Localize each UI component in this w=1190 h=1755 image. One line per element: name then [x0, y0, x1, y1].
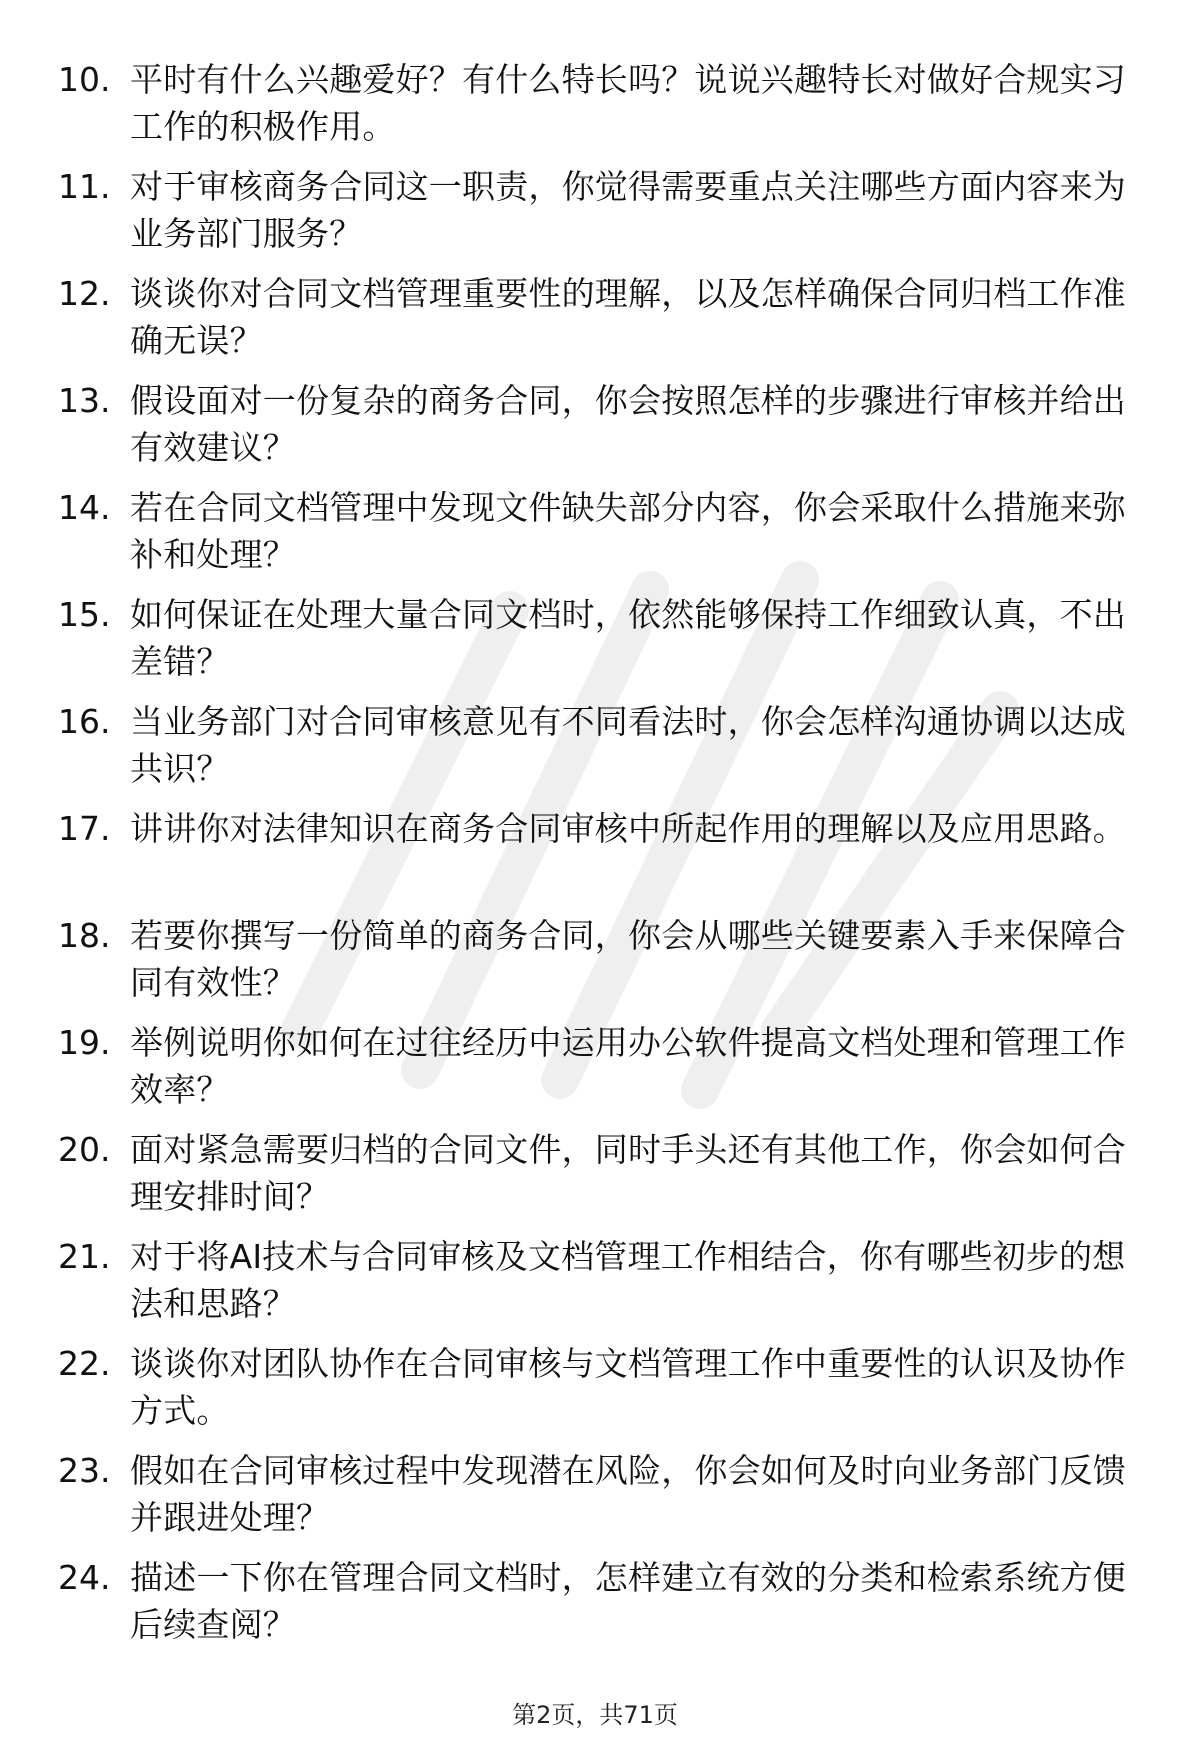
question-text: 举例说明你如何在过往经历中运用办公软件提高文档处理和管理工作效率？ — [130, 1023, 1126, 1109]
question-number: 11. — [58, 167, 111, 206]
question-number: 14. — [58, 488, 111, 527]
question-number: 22. — [58, 1344, 111, 1383]
question-number: 20. — [58, 1130, 111, 1169]
page-number-label: 第2页，共71页 — [512, 1701, 678, 1729]
question-number: 18. — [58, 916, 111, 955]
question-text: 谈谈你对团队协作在合同审核与文档管理工作中重要性的认识及协作方式。 — [130, 1344, 1126, 1430]
question-text: 如何保证在处理大量合同文档时，依然能够保持工作细致认真，不出差错？ — [130, 595, 1126, 681]
question-number: 21. — [58, 1237, 111, 1276]
question-number: 10. — [58, 60, 111, 99]
question-number: 23. — [58, 1451, 111, 1490]
question-number: 12. — [58, 274, 111, 313]
question-text: 假设面对一份复杂的商务合同，你会按照怎样的步骤进行审核并给出有效建议？ — [130, 381, 1126, 467]
question-number: 15. — [58, 595, 111, 634]
question-number: 17. — [58, 809, 111, 848]
question-number: 19. — [58, 1023, 111, 1062]
question-text: 平时有什么兴趣爱好？有什么特长吗？说说兴趣特长对做好合规实习工作的积极作用。 — [130, 60, 1126, 146]
question-text: 描述一下你在管理合同文档时，怎样建立有效的分类和检索系统方便后续查阅？ — [130, 1558, 1126, 1644]
question-number: 13. — [58, 381, 111, 420]
question-text: 面对紧急需要归档的合同文件，同时手头还有其他工作，你会如何合理安排时间？ — [130, 1130, 1126, 1216]
page-footer — [0, 1700, 1190, 1730]
question-text: 对于将AI技术与合同审核及文档管理工作相结合，你有哪些初步的想法和思路？ — [130, 1237, 1126, 1323]
question-text: 对于审核商务合同这一职责，你觉得需要重点关注哪些方面内容来为业务部门服务？ — [130, 167, 1126, 253]
question-text: 若在合同文档管理中发现文件缺失部分内容，你会采取什么措施来弥补和处理？ — [130, 488, 1126, 574]
question-text: 当业务部门对合同审核意见有不同看法时，你会怎样沟通协调以达成共识？ — [130, 702, 1126, 788]
question-text: 若要你撰写一份简单的商务合同，你会从哪些关键要素入手来保障合同有效性？ — [130, 916, 1126, 1002]
question-text: 讲讲你对法律知识在商务合同审核中所起作用的理解以及应用思路。 — [130, 809, 1126, 848]
question-number: 16. — [58, 702, 111, 741]
question-number: 24. — [58, 1558, 111, 1597]
question-text: 谈谈你对合同文档管理重要性的理解，以及怎样确保合同归档工作准确无误？ — [130, 274, 1126, 360]
question-text: 假如在合同审核过程中发现潜在风险，你会如何及时向业务部门反馈并跟进处理？ — [130, 1451, 1126, 1537]
